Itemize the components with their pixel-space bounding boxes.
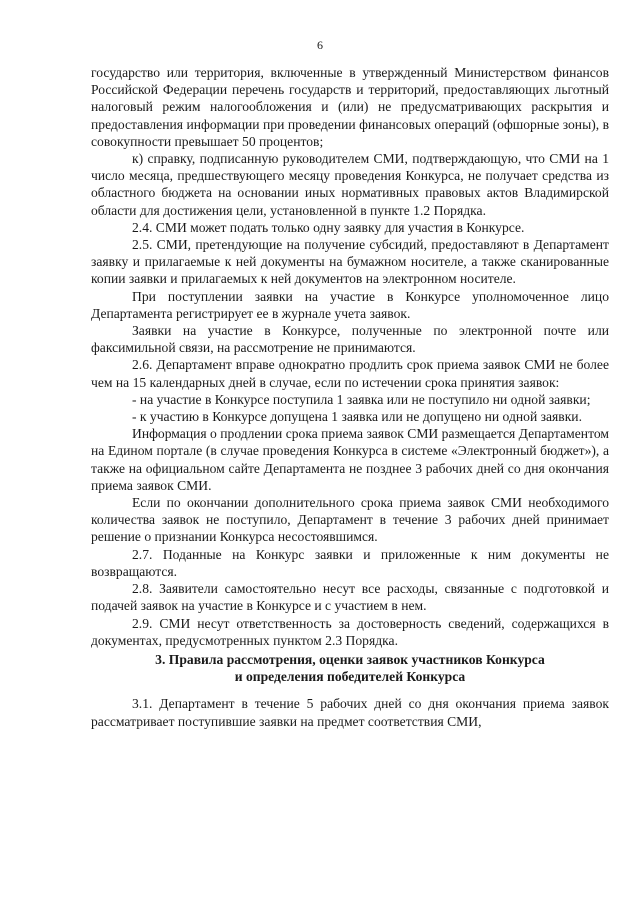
paragraph-2-9: 2.9. СМИ несут ответственность за достоверность сведений, содержащихся в документах, предусмотренных пунктом 2.3 Порядка. [91,615,609,648]
paragraph-2-6: 2.6. Департамент вправе однократно продлить срок приема заявок СМИ не более чем на 15 календарных дней в случае, если по истечении срока принятия заявок: [91,357,609,390]
paragraph-3-1: 3.1. Департамент в течение 5 рабочих дней со дня окончания приема заявок рассматривает поступившие заявки на предмет соответствия СМИ, [91,696,609,729]
section-heading: 3. Правила рассмотрения, оценки заявок участников Конкурса [155,651,545,667]
page-number: 6 [317,38,323,52]
paragraph-item-k: к) справку, подписанную руководителем СМИ, подтверждающую, что СМИ на 1 число месяца, предшествующего месяцу проведения Конкурса, не получает средства из областного бюджета на основании иных нормативных правовых актов Владимирской области для достижения цели, установленной в пункте 1.2 Порядка. [91,151,609,218]
paragraph-extension-info: Информация о продлении срока приема заявок СМИ размещается Департаментом на Едином портале (в случае проведения Конкурса в системе «Электронный бюджет»), а также на официальном сайте Департамента не позднее 3 рабочих дней со дня окончания приема заявок СМИ. [91,426,609,493]
paragraph-2-7: 2.7. Поданные на Конкурс заявки и приложенные к ним документы не возвращаются. [91,546,609,579]
document-body [91,64,609,730]
paragraph-continuation: государство или территория, включенные в утвержденный Министерством финансов Российской Федерации перечень государств и территорий, предоставляющих льготный налоговый режим налогообложения и (или) не предусматривающих раскрытия и предоставления информации при проведении финансовых операций (офшорные зоны), в совокупности превышает 50 процентов; [91,65,609,149]
paragraph-2-4: 2.4. СМИ может подать только одну заявку для участия в Конкурсе. [132,219,525,235]
paragraph-2-5: 2.5. СМИ, претендующие на получение субсидий, предоставляют в Департамент заявку и прилагаемые к ней документы на бумажном носителе, а также сканированные копии заявки и прилагаемых к ней документов на электронном носителе. [91,237,609,287]
section-heading-line2: и определения победителей Конкурса [234,669,466,685]
list-item-one-admitted: - к участию в Конкурсе допущена 1 заявка или не допущено ни одной заявки. [132,409,582,425]
paragraph-2-8: 2.8. Заявители самостоятельно несут все расходы, связанные с подготовкой и подачей заявок на участие в Конкурсе и с участием в нем. [91,581,609,614]
paragraph-registration: При поступлении заявки на участие в Конкурсе уполномоченное лицо Департамента регистрирует ее в журнале учета заявок. [91,288,609,321]
paragraph-electronic-applications: Заявки на участие в Конкурсе, полученные по электронной почте или факсимильной связи, на рассмотрение не принимаются. [91,323,609,356]
paragraph-contest-failed: Если по окончании дополнительного срока приема заявок СМИ необходимого количества заявок не поступило, Департамент в течение 3 рабочих дней принимает решение о признании Конкурса несостоявшимся. [91,495,609,545]
list-item-one-application: - на участие в Конкурсе поступила 1 заявка или не поступило ни одной заявки; [132,391,591,407]
